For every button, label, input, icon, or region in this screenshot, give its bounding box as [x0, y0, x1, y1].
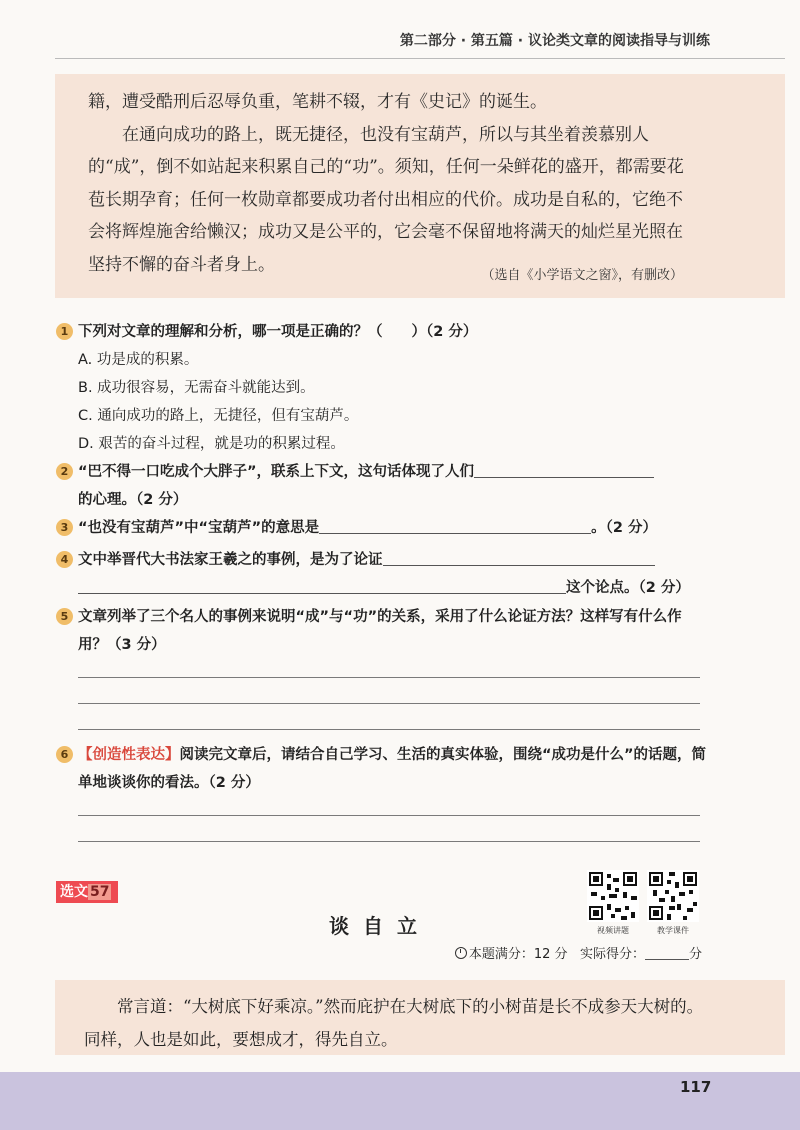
badge-number: 57: [90, 884, 110, 900]
answer-line[interactable]: [78, 677, 700, 678]
passage-source: （选自《小学语文之窗》，有删改）: [481, 268, 683, 283]
question-number: 3: [56, 519, 73, 536]
answer-blank[interactable]: [319, 515, 591, 534]
score-blank[interactable]: [645, 945, 689, 960]
question-number: 5: [56, 608, 73, 625]
answer-blank[interactable]: [383, 547, 655, 566]
question-stem-end: 。（2 分）: [591, 520, 658, 536]
question-stem: 文章列举了三个名人的事例来说明“成”与“功”的关系，采用了什么论证方法？这样写有什么作用？（3 分）: [78, 609, 682, 653]
answer-line[interactable]: [78, 703, 700, 704]
score-unit: 分: [688, 947, 702, 962]
page-number: 117: [680, 1078, 712, 1096]
question-number: 1: [56, 323, 73, 340]
question-stem-end: 的心理。（2 分）: [78, 492, 188, 508]
answer-line[interactable]: [78, 815, 700, 816]
answer-blank[interactable]: [78, 575, 566, 594]
question-6: [60, 741, 708, 797]
question-number: 6: [56, 746, 73, 763]
option-b[interactable]: B. 成功很容易，无需奋斗就能达到。: [78, 380, 315, 396]
question-5: [60, 603, 708, 659]
question-stem: “巴不得一口吃成个大胖子”，联系上下文，这句话体现了人们: [78, 464, 475, 480]
question-stem: 阅读完文章后，请结合自己学习、生活的真实体验，围绕“成功是什么”的话题，简单地谈谈你的看法。（2 分）: [78, 747, 707, 791]
question-stem: 下列对文章的理解和分析，哪一项是正确的？（ ）（2 分）: [78, 324, 478, 340]
question-stem: “也没有宝葫芦”中“宝葫芦”的意思是: [78, 520, 320, 536]
clock-icon: [455, 947, 467, 959]
question-stem: 文中举晋代大书法家王羲之的事例，是为了论证: [78, 552, 383, 568]
answer-line[interactable]: [78, 729, 700, 730]
passage-paragraph: 在通向成功的路上，既无捷径，也没有宝葫芦，所以与其坐着羡慕别人的“成”，倒不如站起来积累自己的“功”。须知，任何一朵鲜花的盛开，都需要花苞长期孕育；任何一枚勋章都要成功者付出相应的代价。成功是自私的，它绝不会将辉煌施舍给懒汉；成功又是公平的，它会毫不保留地将满天的灿烂星光照在坚持不懈的奋斗者身上。: [88, 124, 684, 275]
qr-code-icon[interactable]: [587, 870, 639, 922]
question-number: 2: [56, 463, 73, 480]
answer-line[interactable]: [78, 841, 700, 842]
answer-blank[interactable]: [474, 459, 654, 478]
qr-label-video: 视频讲题: [597, 926, 629, 935]
actual-score-label: 实际得分：: [579, 947, 645, 962]
option-c[interactable]: C. 通向成功的路上，无捷径，但有宝葫芦。: [78, 408, 359, 424]
qr-label-courseware: 教学课件: [657, 926, 689, 935]
option-a[interactable]: A. 功是成的积累。: [78, 352, 199, 368]
score-line: [440, 943, 702, 962]
option-d[interactable]: D. 艰苦的奋斗过程，就是功的积累过程。: [78, 436, 345, 452]
qr-code-icon[interactable]: [647, 870, 699, 922]
reading-passage-2: [84, 990, 704, 1056]
question-stem-end: 这个论点。（2 分）: [566, 580, 690, 596]
question-number: 4: [56, 551, 73, 568]
question-2: [60, 458, 708, 514]
question-1: [60, 318, 708, 458]
reading-passage: [88, 86, 688, 281]
passage-line: 籍，遭受酷刑后忍辱负重，笔耕不辍，才有《史记》的诞生。: [88, 92, 547, 112]
question-tag: 【创造性表达】: [78, 747, 180, 763]
full-score: 本题满分：12 分: [468, 947, 568, 962]
running-header: 第二部分 · 第五篇 · 议论类文章的阅读指导与训练: [399, 33, 710, 49]
question-3: [60, 514, 708, 542]
selection-title: 谈自立: [329, 914, 431, 938]
question-4: [60, 546, 708, 602]
selection-badge: [56, 881, 118, 903]
badge-label: 选文: [60, 884, 88, 900]
header-divider: [55, 58, 785, 59]
passage-paragraph: 常言道：“大树底下好乘凉。”然而庇护在大树底下的小树苗是长不成参天大树的。同样，人也是如此，要想成才，得先自立。: [84, 997, 704, 1049]
